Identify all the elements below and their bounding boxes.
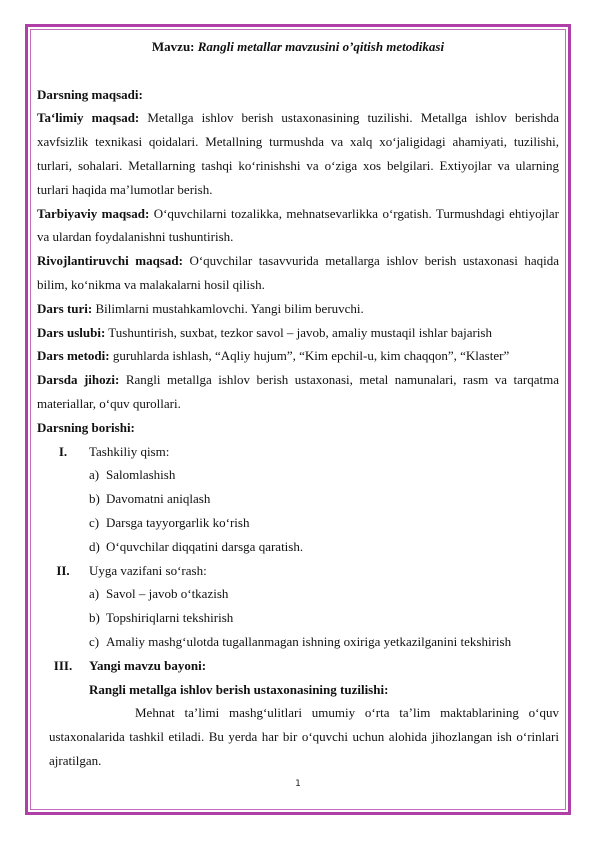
final-paragraph — [37, 701, 559, 772]
talimiy-paragraph — [37, 106, 559, 201]
list-item-letter: b) — [89, 610, 100, 626]
section-3-heading — [37, 654, 559, 678]
list-item — [37, 582, 559, 606]
list-item-letter: d) — [89, 538, 100, 554]
list-item-letter: b) — [89, 491, 100, 507]
list-item-letter: a) — [89, 467, 100, 483]
list-item — [37, 606, 559, 630]
list-item-text: O‘quvchilar diqqatini darsga qaratish. — [106, 538, 304, 554]
document-title — [37, 35, 559, 59]
section-number: III. — [53, 657, 73, 673]
list-item-text: Salomlashish — [106, 467, 176, 483]
dars-metodi-line — [37, 344, 559, 368]
talimiy-label: Ta‘limiy maqsad: — [37, 110, 140, 126]
section-title: Yangi mavzu bayoni: — [89, 657, 207, 673]
section-number: I. — [58, 443, 68, 459]
list-item-text: Darsga tayyorgarlik ko‘rish — [106, 514, 250, 530]
rivojlantiruvchi-text: O‘quvchilar tasavvurida metallarga ishlov berish ustaxonasi haqida bilim, ko‘nikma va malakalarni hosil qilish. — [37, 253, 559, 292]
jihozi-text: Rangli metallga ishlov berish ustaxonasi, metal namunalari, rasm va tarqatma materiallar, o‘quv qurollari. — [37, 372, 559, 411]
dars-turi-line — [37, 297, 559, 321]
rivojlantiruvchi-label: Rivojlantiruvchi maqsad: — [37, 253, 183, 269]
list-item-letter: a) — [89, 586, 100, 602]
heading-maqsad: Darsning maqsadi: — [37, 86, 143, 102]
dars-turi-text: Bilimlarni mustahkamlovchi. Yangi bilim beruvchi. — [92, 300, 364, 316]
tarbiyaviy-text: O‘quvchilarni tozalikka, mehnatsevarlikka o‘rgatish. Turmushdagi ehtiyojlar va ulardan foydalanishni tushuntirish. — [37, 205, 559, 245]
list-item-text: Topshiriqlarni tekshirish — [106, 610, 234, 626]
heading-borishi: Darsning borishi: — [37, 419, 135, 435]
list-item — [37, 463, 559, 487]
document-body — [37, 35, 559, 773]
title-topic: Rangli metallar mavzusini o’qitish metodikasi — [197, 39, 445, 54]
section-number: II. — [56, 562, 70, 578]
list-item-letter: c) — [89, 514, 100, 530]
list-item-text: Davomatni aniqlash — [106, 491, 211, 507]
final-paragraph-text: Mehnat ta’limi mashg‘ulitlari umumiy o‘rta ta’lim maktablarining o‘quv ustaxonalarida tashkil etiladi. Bu yerda har bir o‘quvchi uchun alohida jihozlangan ish o‘rinlari ajratilgan. — [49, 705, 559, 768]
tarbiyaviy-label: Tarbiyaviy maqsad: — [37, 205, 150, 221]
tarbiyaviy-paragraph — [37, 202, 559, 250]
section-1-heading — [37, 440, 559, 464]
page-number: 1 — [295, 779, 301, 789]
jihozi-paragraph — [37, 368, 559, 416]
rivojlantiruvchi-paragraph — [37, 249, 559, 297]
list-item — [37, 535, 559, 559]
list-item — [37, 487, 559, 511]
dars-turi-label: Dars turi: — [37, 300, 93, 316]
section-title: Tashkiliy qism: — [89, 443, 170, 459]
talimiy-text: Metallga ishlov berish ustaxonasining tuzilishi. Metallga ishlov berishda xavfsizlik texnikasi qoidalari. Metallning turmushda va xalq xo‘jaligidagi ahamiyati, tuzilishi, turlari, sohalari. Metallarning tashqi ko‘rinishshi va o‘ziga xos belgilari. Extiyojlar va ularning turlari haqida ma’lumotlar berish. — [37, 110, 560, 197]
list-item-letter: c) — [89, 633, 100, 649]
title-prefix: Mavzu: — [151, 39, 195, 54]
dars-metodi-label: Dars metodi: — [37, 348, 110, 364]
dars-uslubi-text: Tushuntirish, suxbat, tezkor savol – javob, amaliy mustaqil ishlar bajarish — [105, 324, 492, 340]
section-2-heading — [37, 559, 559, 583]
dars-uslubi-label: Dars uslubi: — [37, 324, 106, 340]
dars-metodi-text: guruhlarda ishlash, “Aqliy hujum”, “Kim epchil-u, kim chaqqon”, “Klaster” — [109, 348, 510, 364]
list-item — [37, 630, 559, 654]
list-item — [37, 511, 559, 535]
section-title: Uyga vazifani so‘rash: — [89, 562, 207, 578]
dars-uslubi-line — [37, 321, 559, 345]
subheading: Rangli metallga ishlov berish ustaxonasining tuzilishi: — [89, 681, 389, 697]
list-item-text: Savol – javob o‘tkazish — [106, 586, 229, 602]
jihozi-label: Darsda jihozi: — [37, 372, 120, 388]
list-item-text: Amaliy mashg‘ulotda tugallanmagan ishning oxiriga yetkazilganini tekshirish — [106, 633, 512, 649]
